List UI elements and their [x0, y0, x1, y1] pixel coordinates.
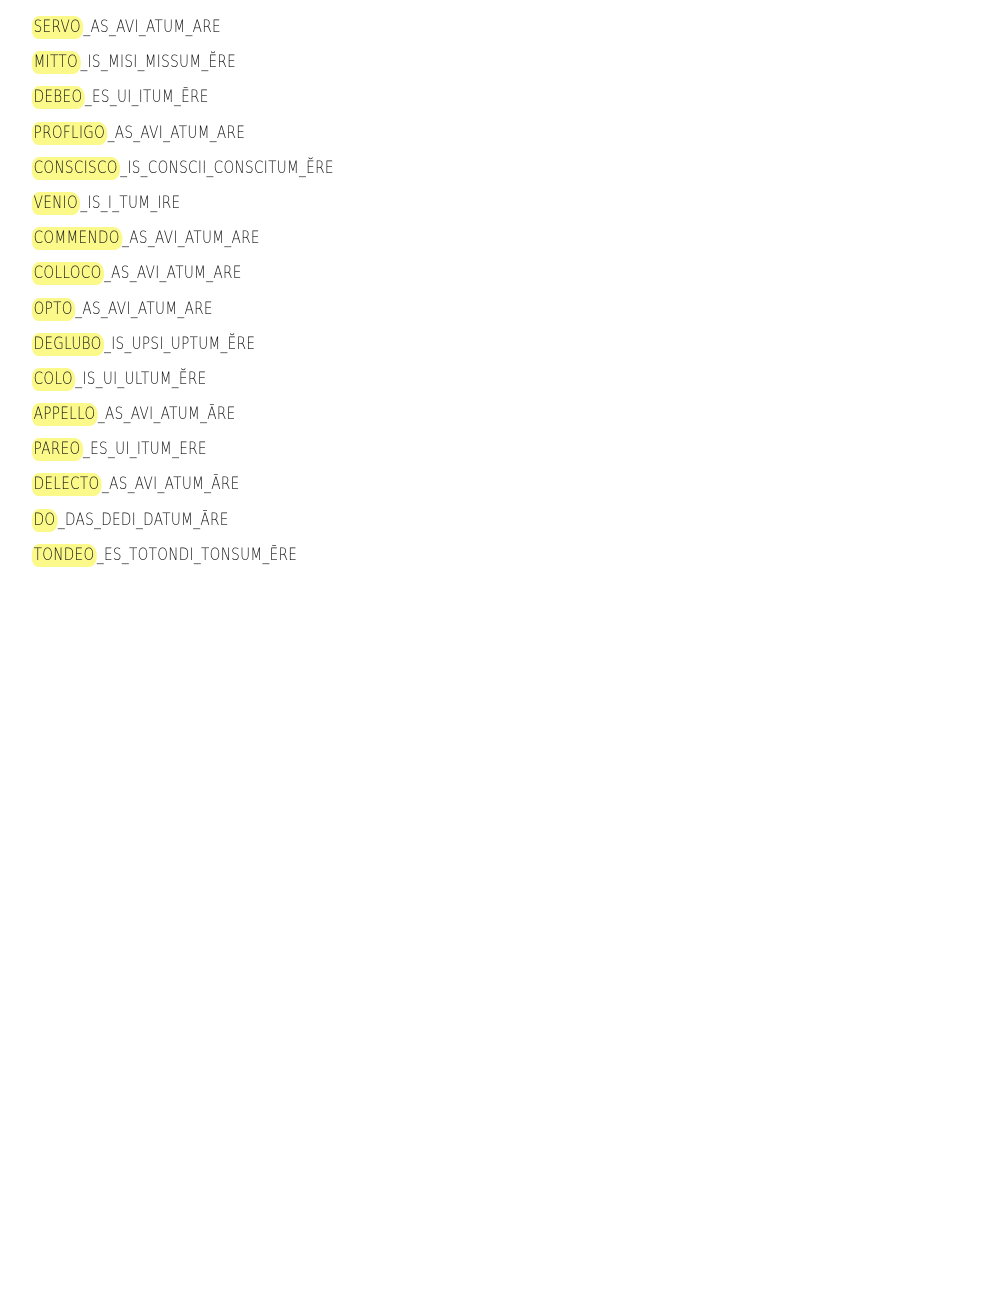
verb-entry: VENIO _IS_I_TUM_IRE: [33, 192, 181, 213]
verb-entry: COLLOCO _AS_AVI_ATUM_ARE: [33, 263, 242, 284]
highlighted-stem: OPTO: [32, 298, 75, 321]
verb-forms: IS_UI_ULTUM_ĔRE: [82, 368, 207, 389]
highlighted-stem: VENIO: [32, 192, 80, 215]
highlighted-stem: DEGLUBO: [32, 333, 104, 356]
verb-forms: IS_MISI_MISSUM_ĔRE: [87, 52, 237, 73]
verb-forms: AS_AVI_ATUM_ARE: [90, 17, 221, 37]
verb-entry: PAREO _ES_UI_ITUM_ERE: [33, 439, 207, 460]
highlighted-stem: COLLOCO: [32, 262, 104, 285]
highlighted-stem: DELECTO: [32, 473, 102, 496]
verb-entry: COMMENDO _AS_AVI_ATUM_ARE: [33, 228, 260, 249]
verb-entry: TONDEO _ES_TOTONDI_TONSUM_ĒRE: [33, 544, 298, 565]
verb-forms: IS_I_TUM_IRE: [87, 192, 181, 213]
verb-entry: DELECTO _AS_AVI_ATUM_ĀRE: [33, 474, 240, 495]
verb-forms: AS_AVI_ATUM_ARE: [111, 263, 242, 284]
verb-forms: IS_CONSCII_CONSCITUM_ĔRE: [127, 157, 334, 178]
verb-forms: ES_UI_ITUM_ĒRE: [92, 87, 209, 108]
verb-forms: ES_TOTONDI_TONSUM_ĒRE: [104, 544, 298, 565]
highlighted-stem: DO: [32, 509, 58, 532]
highlighted-stem: TONDEO: [32, 544, 97, 567]
highlighted-stem: COMMENDO: [32, 227, 122, 250]
verb-forms: AS_AVI_ATUM_ĀRE: [109, 474, 240, 495]
verb-forms: IS_UPSI_UPTUM_ĔRE: [111, 333, 256, 354]
verb-entry: OPTO _AS_AVI_ATUM_ARE: [33, 298, 213, 319]
highlighted-stem: COLO: [32, 368, 75, 391]
verb-entry: CONSCISCO _IS_CONSCII_CONSCITUM_ĔRE: [33, 157, 334, 178]
verb-entry: COLO _IS_UI_ULTUM_ĔRE: [33, 368, 207, 389]
verb-forms: DAS_DEDI_DATUM_ĀRE: [64, 509, 229, 530]
verb-forms: ES_UI_ITUM_ERE: [90, 439, 207, 460]
highlighted-stem: PROFLIGO: [32, 122, 108, 145]
highlighted-stem: PAREO: [32, 438, 83, 461]
verb-entry: APPELLO _AS_AVI_ATUM_ĀRE: [33, 404, 236, 425]
verb-list: [32, 12, 409, 575]
highlighted-stem: APPELLO: [32, 403, 98, 426]
verb-forms: AS_AVI_ATUM_ARE: [129, 228, 260, 249]
verb-entry: DEBEO _ES_UI_ITUM_ĒRE: [33, 87, 209, 108]
verb-forms: AS_AVI_ATUM_ĀRE: [105, 404, 236, 425]
verb-entry: DEGLUBO _IS_UPSI_UPTUM_ĔRE: [33, 333, 256, 354]
highlighted-stem: SERVO: [32, 16, 83, 39]
highlighted-stem: DEBEO: [32, 86, 85, 109]
highlighted-stem: CONSCISCO: [32, 157, 120, 180]
highlighted-stem: MITTO: [32, 51, 80, 74]
verb-forms: AS_AVI_ATUM_ARE: [82, 298, 213, 319]
verb-entry: SERVO _AS_AVI_ATUM_ARE: [33, 17, 221, 37]
verb-entry: DO _DAS_DEDI_DATUM_ĀRE: [33, 509, 229, 530]
verb-entry: PROFLIGO _AS_AVI_ATUM_ARE: [33, 122, 246, 143]
verb-forms: AS_AVI_ATUM_ARE: [114, 122, 246, 143]
verb-entry: MITTO _IS_MISI_MISSUM_ĔRE: [33, 52, 237, 73]
